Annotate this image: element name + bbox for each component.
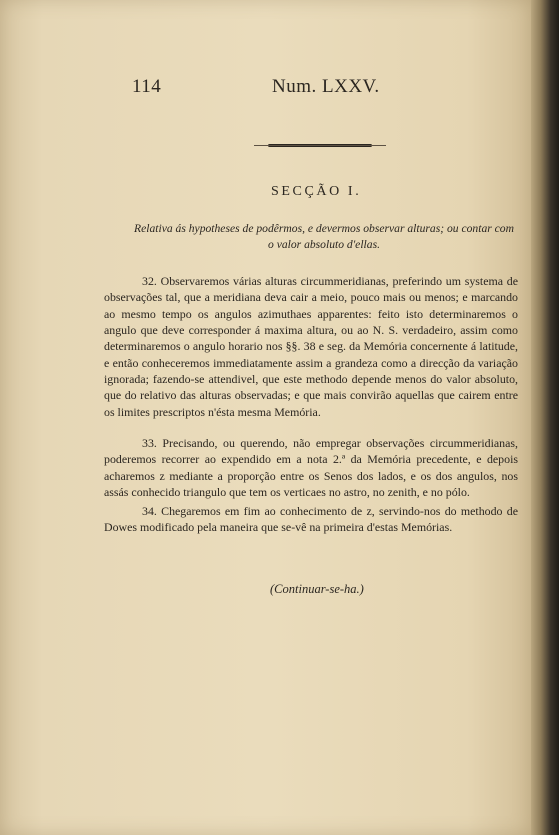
page-header (132, 76, 412, 106)
page-binding-edge (531, 0, 559, 835)
page-number: 114 (132, 76, 162, 97)
paragraph-33: 33. Precisando, ou querendo, não empregar observações circummeridianas, poderemos recorrer ao expendido em a nota 2.ª da Memória precedente, e depois acharemos z mediante a proporção entre os Senos dos lados, e os dos angulos, nos assás conhecido triangulo que tem os verticaes no astro, no zenith, e no pólo. (104, 436, 518, 500)
paragraph-34: 34. Chegaremos em fim ao conhecimento de z, servindo-nos do methodo de Dowes modificado pela maneira que se-vê na primeira d'estas Memórias. (104, 504, 518, 535)
running-head: Num. LXXV. (272, 76, 380, 97)
ornamental-rule (268, 144, 372, 147)
section-subtitle: Relativa ás hypotheses de podêrmos, e devermos observar alturas; ou contar com o valor absoluto d'ellas. (134, 222, 514, 251)
section-title: SECÇÃO I. (271, 184, 362, 199)
paragraph-32: 32. Observaremos várias alturas circummeridianas, preferindo um systema de observações tal, que a meridiana deva cair a meio, pouco mais ou menos; e marcando ao mesmo tempo os angulos azimuthaes apparentes: feito isto determinaremos o angulo que deve corresponder á maxima altura, ou ao N. S. verdadeiro, assim como determinaremos o angulo horario nos §§. 38 e seg. da Memória concernente á latitude, e então conheceremos immediatamente assim a grandeza como a direcção da variação ignorada; fazendo-se attendivel, que este methodo depende menos do valor absoluto, que do relativo das alturas observadas; e que mais convirão aquellas que cairem entre os limites prescriptos n'ésta mesma Memória. (104, 274, 518, 419)
continuation-note: (Continuar-se-ha.) (270, 582, 364, 596)
